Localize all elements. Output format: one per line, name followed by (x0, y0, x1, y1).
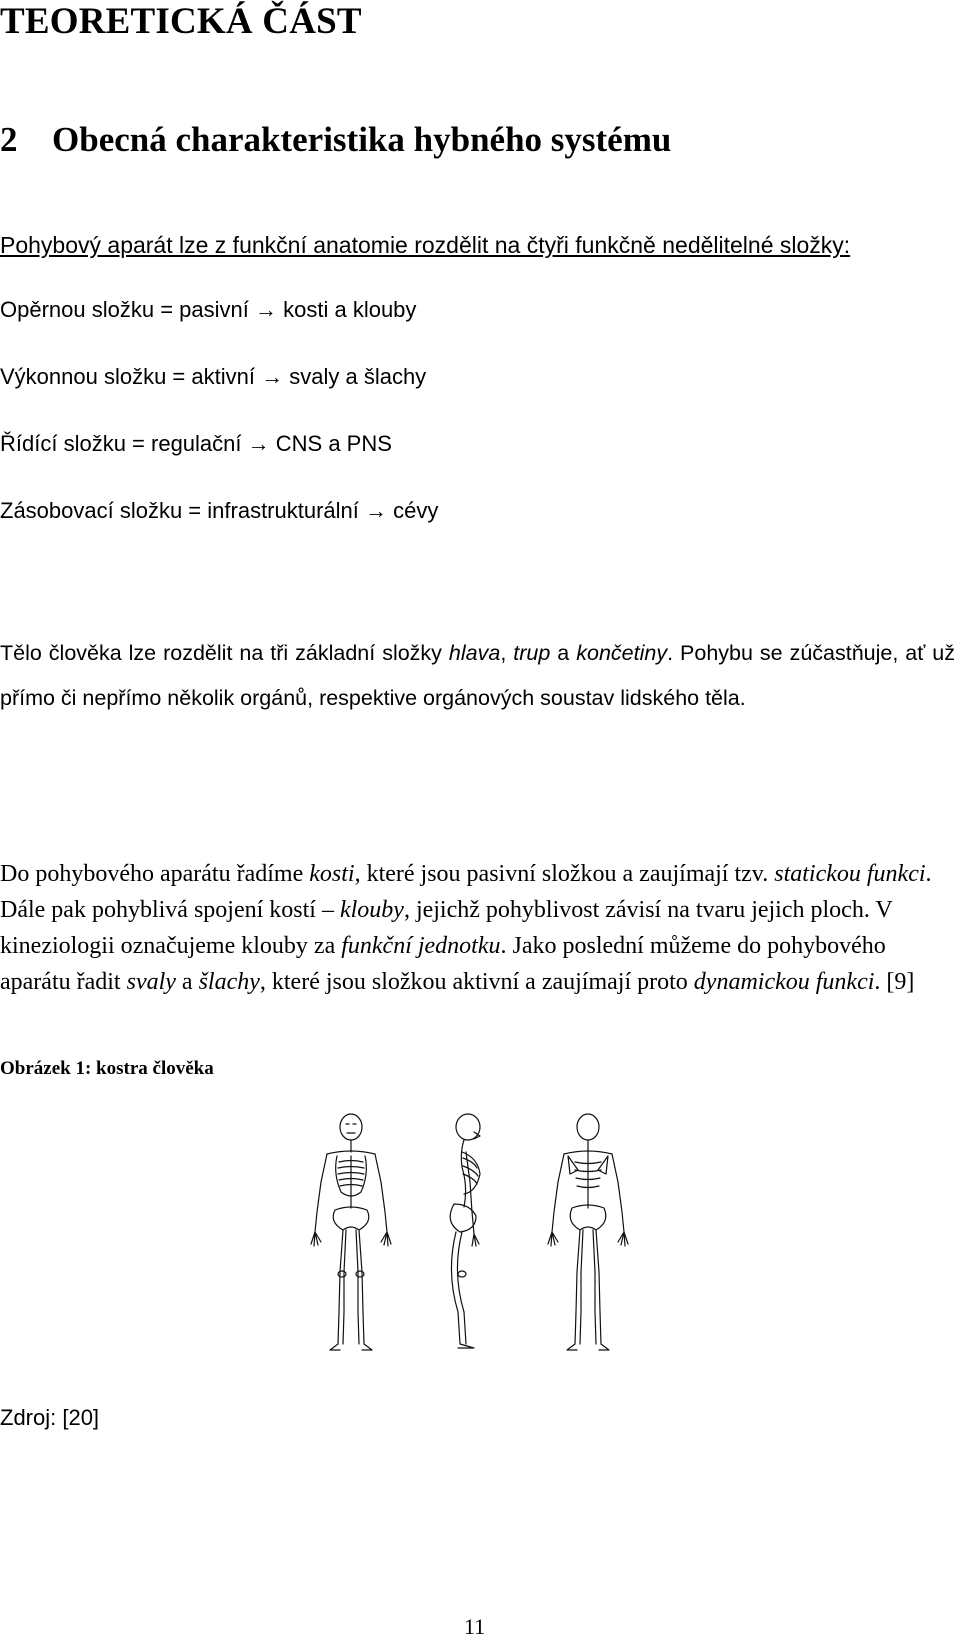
figure-caption: Obrázek 1: kostra člověka (0, 1058, 214, 1079)
component-item: Řídící složku = regulační → CNS a PNS (0, 431, 392, 456)
arrow-right-icon: → (365, 498, 388, 523)
paragraph-body-parts: Tělo člověka lze rozdělit na tři základní složky hlava, trup a končetiny. Pohybu se zúčastňuje, ať už přímo či nepřímo několik orgánů, respektive orgánových soustav lidského těla. (0, 641, 956, 710)
skeleton-figure (296, 1112, 676, 1357)
component-item: Zásobovací složku = infrastrukturální → cévy (0, 498, 439, 523)
page-number: 11 (464, 1614, 486, 1639)
intro-text: Pohybový aparát lze z funkční anatomie rozdělit na čtyři funkčně nedělitelné složky: (0, 232, 851, 258)
chapter-heading (0, 120, 671, 160)
arrow-right-icon: → (255, 297, 277, 322)
component-item: Opěrnou složku = pasivní → kosti a klouby (0, 297, 417, 322)
arrow-right-icon: → (261, 364, 284, 389)
skeleton-front-icon (311, 1114, 391, 1350)
component-item: Výkonnou složku = aktivní → svaly a šlachy (0, 364, 427, 389)
paragraph-locomotor-apparatus: Do pohybového aparátu řadíme kosti, které jsou pasivní složkou a zaujímají tzv. statickou funkci. Dále pak pohyblivá spojení kostí – klouby, jejichž pohyblivost závisí na tvaru jejich ploch. V kineziologii označujeme klouby za funkční jednotku. Jako poslední můžeme do pohybového aparátu řadit svaly a šlachy, které jsou složkou aktivní a zaujímají proto dynamickou funkci. [9] (0, 861, 932, 995)
part-heading: TEORETICKÁ ČÁST (0, 1, 362, 42)
arrow-right-icon: → (247, 431, 270, 456)
chapter-number: 2 (0, 120, 18, 159)
skeleton-side-icon (450, 1114, 480, 1348)
figure-source: Zdroj: [20] (0, 1405, 100, 1430)
skeleton-back-icon (548, 1114, 628, 1350)
chapter-title: Obecná charakteristika hybného systému (52, 120, 672, 159)
